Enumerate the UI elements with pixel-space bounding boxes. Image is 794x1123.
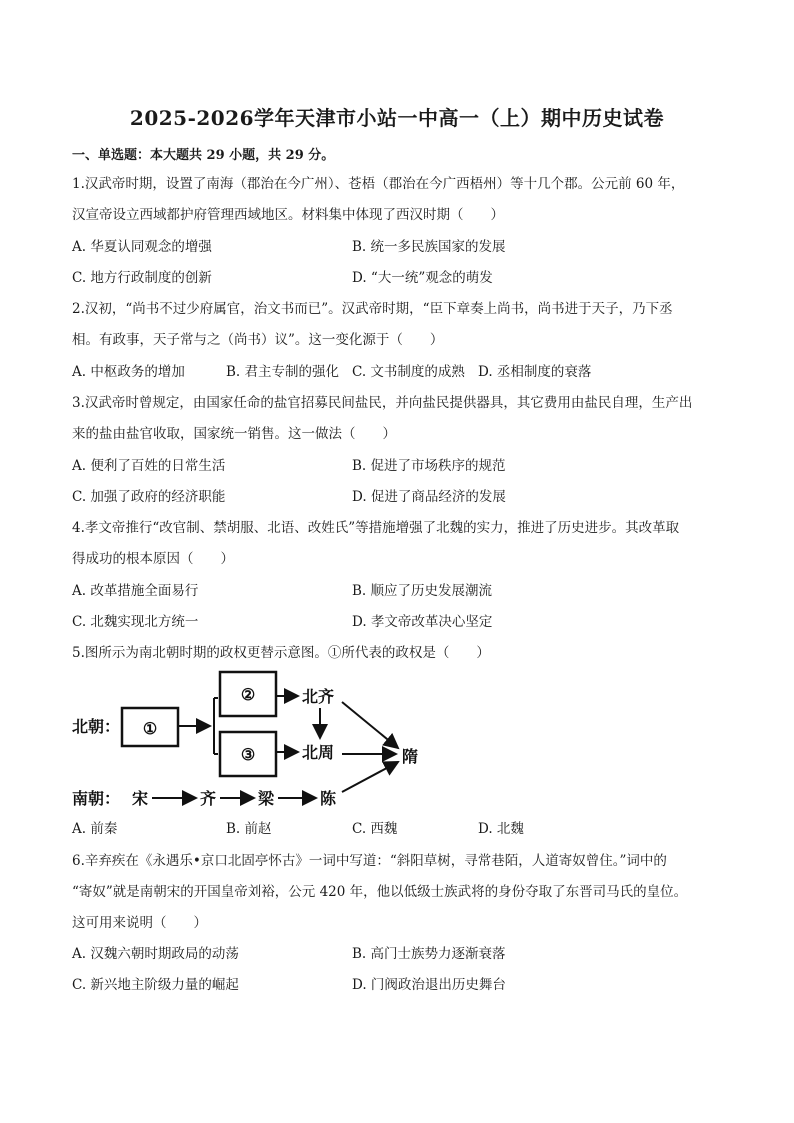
arrow-beiqi-sui — [342, 702, 398, 748]
q4-option-d[interactable]: D. 孝文帝改革决心坚定 — [352, 614, 493, 630]
q2-option-a[interactable]: A. 中枢政务的增加 — [72, 364, 185, 380]
q4-line-1: 4.孝文帝推行“改官制、禁胡服、北语、改姓氏”等措施增强了北魏的实力，推进了历史进步。其改革取 — [72, 520, 680, 536]
q4-option-a[interactable]: A. 改革措施全面易行 — [72, 583, 199, 599]
q4-option-b[interactable]: B. 顺应了历史发展潮流 — [352, 583, 493, 599]
box-2-label: ② — [240, 685, 256, 704]
section-heading: 一、单选题：本大题共 29 小题，共 29 分。 — [72, 148, 335, 163]
q6-option-a[interactable]: A. 汉魏六朝时期政局的动荡 — [72, 946, 239, 962]
q4-option-c[interactable]: C. 北魏实现北方统一 — [72, 614, 199, 630]
q3-option-d[interactable]: D. 促进了商品经济的发展 — [352, 489, 506, 505]
arrow-chen-sui — [342, 762, 398, 792]
north-dynasties-label: 北朝： — [72, 717, 121, 736]
q2-line-2: 相。有政事，天子常与之（尚书）议”。这一变化源于（ ） — [72, 332, 444, 348]
bei-zhou-label: 北周 — [302, 743, 335, 762]
q1-option-c[interactable]: C. 地方行政制度的创新 — [72, 270, 212, 286]
q3-option-b[interactable]: B. 促进了市场秩序的规范 — [352, 458, 506, 474]
q6-option-d[interactable]: D. 门阀政治退出历史舞台 — [352, 977, 506, 993]
chen-label: 陈 — [320, 789, 337, 808]
q3-line-2: 来的盐由盐官收取，国家统一销售。这一做法（ ） — [72, 426, 396, 442]
q5-option-c[interactable]: C. 西魏 — [352, 821, 398, 837]
q6-option-b[interactable]: B. 高门士族势力逐渐衰落 — [352, 946, 506, 962]
q1-option-d[interactable]: D. “大一统”观念的萌发 — [352, 270, 493, 286]
q2-line-1: 2.汉初，“尚书不过少府属官，治文书而已”。汉武帝时期，“臣下章奏上尚书，尚书进于天子，乃下丞 — [72, 301, 673, 317]
q1-line-2: 汉宣帝设立西域都护府管理西域地区。材料集中体现了西汉时期（ ） — [72, 207, 504, 223]
sui-label: 隋 — [402, 747, 419, 766]
q6-line-2: “寄奴”就是南朝宋的开国皇帝刘裕，公元 420 年，他以低级士族武将的身份夺取了东晋司马氏的皇位。 — [72, 884, 688, 900]
q5-line-1: 5.图所示为南北朝时期的政权更替示意图。①所代表的政权是（ ） — [72, 645, 490, 661]
bei-qi-label: 北齐 — [302, 687, 335, 706]
q3-option-c[interactable]: C. 加强了政府的经济职能 — [72, 489, 226, 505]
q1-line-1: 1.汉武帝时期，设置了南海（郡治在今广州）、苍梧（郡治在今广西梧州）等十几个郡。公元前 60 年， — [72, 176, 685, 192]
q2-option-c[interactable]: C. 文书制度的成熟 — [352, 364, 465, 380]
box-3-label: ③ — [240, 745, 256, 764]
q5-option-d[interactable]: D. 北魏 — [478, 821, 524, 837]
exam-title: 2025-2026学年天津市小站一中高一（上）期中历史试卷 — [129, 106, 665, 130]
q6-line-1: 6.辛弃疾在《永遇乐•京口北固亭怀古》一词中写道：“斜阳草树，寻常巷陌，人道寄奴曾住。”词中的 — [72, 853, 667, 869]
dynasty-diagram — [70, 668, 490, 814]
q4-line-2: 得成功的根本原因（ ） — [72, 551, 234, 567]
q5-option-a[interactable]: A. 前秦 — [72, 821, 118, 837]
q2-option-b[interactable]: B. 君主专制的强化 — [226, 364, 340, 380]
q6-option-c[interactable]: C. 新兴地主阶级力量的崛起 — [72, 977, 239, 993]
q3-option-a[interactable]: A. 便利了百姓的日常生活 — [72, 458, 226, 474]
q6-line-3: 这可用来说明（ ） — [72, 915, 207, 931]
box-1-label: ① — [142, 719, 158, 738]
q3-line-1: 3.汉武帝时曾规定，由国家任命的盐官招募民间盐民，并向盐民提供器具，其它费用由盐民自理，生产出 — [72, 395, 693, 411]
q5-option-b[interactable]: B. 前赵 — [226, 821, 272, 837]
qi-label: 齐 — [200, 789, 217, 808]
q1-option-b[interactable]: B. 统一多民族国家的发展 — [352, 239, 506, 255]
q1-option-a[interactable]: A. 华夏认同观念的增强 — [72, 239, 212, 255]
song-label: 宋 — [132, 789, 149, 808]
liang-label: 梁 — [258, 789, 275, 808]
south-dynasties-label: 南朝： — [72, 789, 121, 808]
q2-option-d[interactable]: D. 丞相制度的衰落 — [478, 364, 592, 380]
